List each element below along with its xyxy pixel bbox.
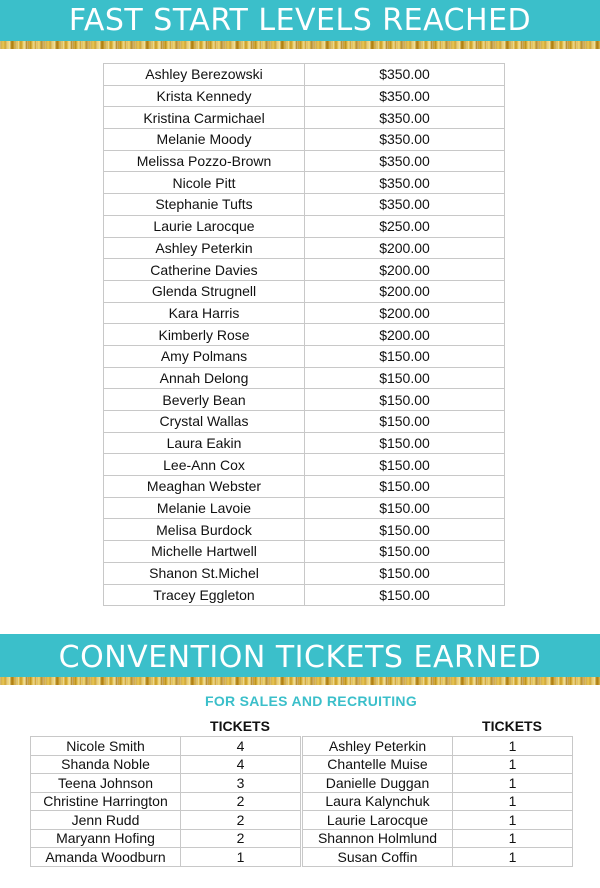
person-name: Christine Harrington: [31, 792, 181, 811]
table-row: [104, 129, 505, 151]
amount-value: $150.00: [305, 367, 505, 389]
person-name: Annah Delong: [104, 367, 305, 389]
ticket-count: 3: [181, 774, 301, 793]
table-row: [104, 85, 505, 107]
tickets-column-header: TICKETS: [210, 718, 270, 734]
table-row: [104, 476, 505, 498]
ticket-count: 4: [181, 755, 301, 774]
amount-value: $150.00: [305, 432, 505, 454]
person-name: Melanie Lavoie: [104, 497, 305, 519]
person-name: Crystal Wallas: [104, 411, 305, 433]
table-row: [31, 755, 301, 774]
person-name: Ashley Berezowski: [104, 64, 305, 86]
table-row: [104, 411, 505, 433]
table-row: [31, 848, 301, 867]
amount-value: $200.00: [305, 324, 505, 346]
table-row: [104, 389, 505, 411]
table-row: [303, 737, 573, 756]
amount-value: $150.00: [305, 497, 505, 519]
ticket-count: 1: [181, 848, 301, 867]
table-row: [104, 584, 505, 606]
person-name: Maryann Hofing: [31, 829, 181, 848]
convention-title: CONVENTION TICKETS EARNED: [58, 640, 542, 675]
table-row: [303, 792, 573, 811]
person-name: Stephanie Tufts: [104, 194, 305, 216]
table-row: [104, 280, 505, 302]
ticket-count: 1: [453, 792, 573, 811]
amount-value: $200.00: [305, 237, 505, 259]
person-name: Melissa Pozzo-Brown: [104, 150, 305, 172]
table-row: [303, 829, 573, 848]
ticket-count: 2: [181, 829, 301, 848]
table-row: [104, 367, 505, 389]
ticket-count: 1: [453, 811, 573, 830]
table-row: [31, 829, 301, 848]
person-name: Kara Harris: [104, 302, 305, 324]
person-name: Chantelle Muise: [303, 755, 453, 774]
amount-value: $150.00: [305, 476, 505, 498]
table-row: [104, 519, 505, 541]
person-name: Catherine Davies: [104, 259, 305, 281]
person-name: Glenda Strugnell: [104, 280, 305, 302]
person-name: Meaghan Webster: [104, 476, 305, 498]
person-name: Lee-Ann Cox: [104, 454, 305, 476]
table-row: [104, 302, 505, 324]
table-row: [104, 345, 505, 367]
ticket-count: 2: [181, 792, 301, 811]
person-name: Ashley Peterkin: [303, 737, 453, 756]
amount-value: $200.00: [305, 302, 505, 324]
table-row: [31, 811, 301, 830]
amount-value: $200.00: [305, 280, 505, 302]
person-name: Shanon St.Michel: [104, 562, 305, 584]
table-row: [104, 107, 505, 129]
person-name: Tracey Eggleton: [104, 584, 305, 606]
person-name: Kimberly Rose: [104, 324, 305, 346]
person-name: Melanie Moody: [104, 129, 305, 151]
person-name: Teena Johnson: [31, 774, 181, 793]
table-row: [104, 497, 505, 519]
table-row: [31, 792, 301, 811]
ticket-count: 2: [181, 811, 301, 830]
table-row: [104, 64, 505, 86]
person-name: Michelle Hartwell: [104, 541, 305, 563]
person-name: Krista Kennedy: [104, 85, 305, 107]
fast-start-table: [103, 63, 505, 606]
amount-value: $250.00: [305, 215, 505, 237]
person-name: Laura Kalynchuk: [303, 792, 453, 811]
amount-value: $150.00: [305, 345, 505, 367]
person-name: Danielle Duggan: [303, 774, 453, 793]
table-row: [104, 454, 505, 476]
amount-value: $350.00: [305, 194, 505, 216]
person-name: Nicole Smith: [31, 737, 181, 756]
amount-value: $350.00: [305, 107, 505, 129]
person-name: Shanda Noble: [31, 755, 181, 774]
table-row: [104, 432, 505, 454]
person-name: Amanda Woodburn: [31, 848, 181, 867]
ticket-count: 1: [453, 829, 573, 848]
amount-value: $150.00: [305, 562, 505, 584]
person-name: Jenn Rudd: [31, 811, 181, 830]
person-name: Shannon Holmlund: [303, 829, 453, 848]
table-row: [303, 848, 573, 867]
person-name: Ashley Peterkin: [104, 237, 305, 259]
ticket-count: 4: [181, 737, 301, 756]
amount-value: $350.00: [305, 85, 505, 107]
person-name: Nicole Pitt: [104, 172, 305, 194]
fast-start-banner: [0, 0, 600, 44]
person-name: Laura Eakin: [104, 432, 305, 454]
table-row: [104, 237, 505, 259]
table-row: [104, 194, 505, 216]
person-name: Beverly Bean: [104, 389, 305, 411]
table-row: [31, 737, 301, 756]
table-row: [104, 562, 505, 584]
person-name: Kristina Carmichael: [104, 107, 305, 129]
table-row: [303, 755, 573, 774]
convention-banner: [0, 634, 600, 680]
amount-value: $350.00: [305, 64, 505, 86]
convention-subtitle: FOR SALES AND RECRUITING: [204, 693, 418, 709]
ticket-count: 1: [453, 755, 573, 774]
tickets-table-right: [302, 736, 573, 867]
gold-glitter-divider: [0, 41, 600, 49]
amount-value: $350.00: [305, 129, 505, 151]
table-row: [104, 172, 505, 194]
amount-value: $150.00: [305, 519, 505, 541]
ticket-count: 1: [453, 848, 573, 867]
amount-value: $350.00: [305, 172, 505, 194]
table-row: [303, 774, 573, 793]
tickets-column-header: TICKETS: [482, 718, 542, 734]
person-name: Susan Coffin: [303, 848, 453, 867]
gold-glitter-divider: [0, 677, 600, 685]
person-name: Amy Polmans: [104, 345, 305, 367]
person-name: Laurie Larocque: [303, 811, 453, 830]
table-row: [303, 811, 573, 830]
amount-value: $350.00: [305, 150, 505, 172]
table-row: [104, 150, 505, 172]
amount-value: $150.00: [305, 541, 505, 563]
amount-value: $200.00: [305, 259, 505, 281]
person-name: Laurie Larocque: [104, 215, 305, 237]
ticket-count: 1: [453, 774, 573, 793]
tickets-table-left: [30, 736, 301, 867]
ticket-count: 1: [453, 737, 573, 756]
table-row: [104, 324, 505, 346]
table-row: [104, 259, 505, 281]
amount-value: $150.00: [305, 454, 505, 476]
amount-value: $150.00: [305, 389, 505, 411]
amount-value: $150.00: [305, 411, 505, 433]
table-row: [104, 541, 505, 563]
table-row: [104, 215, 505, 237]
fast-start-title: FAST START LEVELS REACHED: [68, 3, 532, 38]
table-row: [31, 774, 301, 793]
amount-value: $150.00: [305, 584, 505, 606]
person-name: Melisa Burdock: [104, 519, 305, 541]
